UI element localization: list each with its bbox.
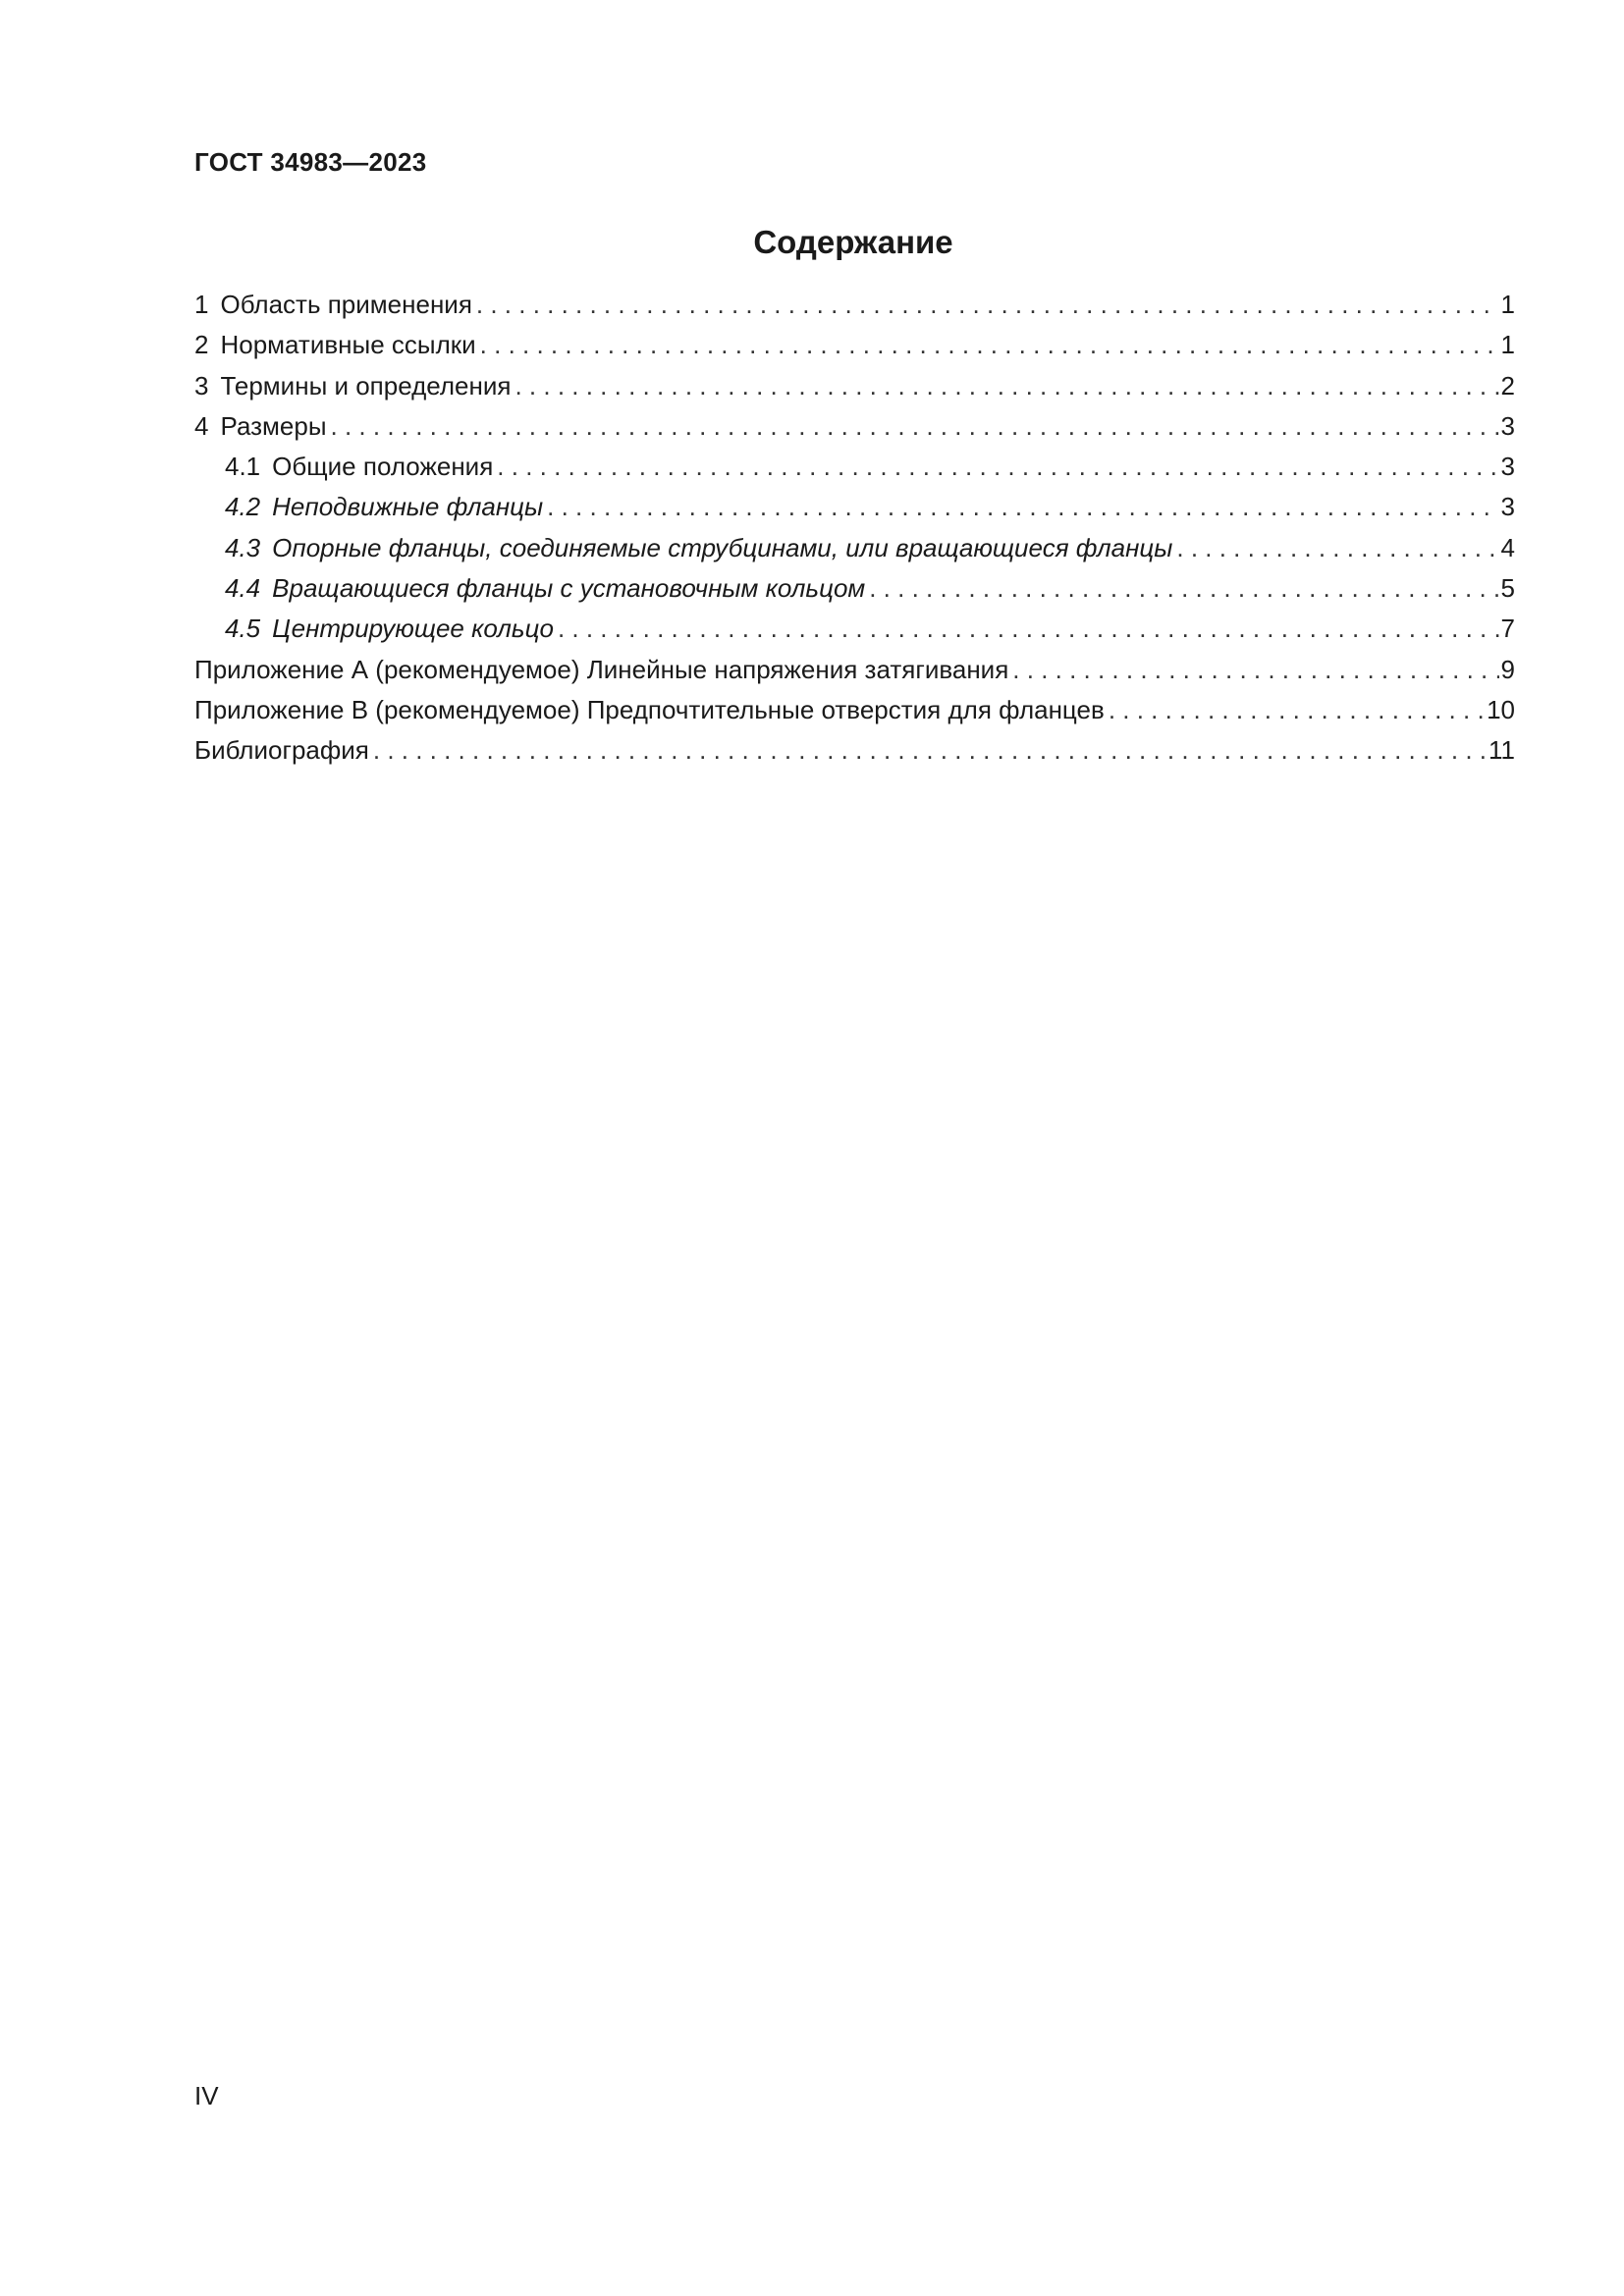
toc-entry-fixed-flanges[interactable] xyxy=(194,487,1515,527)
toc-entry-page: 4 xyxy=(1500,532,1515,562)
toc-entry-number: 4.2 xyxy=(225,492,261,522)
toc-entry-number: 4.4 xyxy=(225,573,261,604)
toc-entry-page: 1 xyxy=(1500,290,1515,319)
toc-entry-label: Опорные фланцы, соединяемые струбцинами, или вращающиеся фланцы xyxy=(272,532,1173,562)
toc-entry-rotating-flanges-ring[interactable] xyxy=(194,568,1515,609)
toc-entry-label: Неподвижные фланцы xyxy=(272,492,544,522)
toc-entry-dimensions[interactable] xyxy=(194,406,1515,447)
toc-dot-leader xyxy=(373,730,1487,771)
toc-entry-page: 11 xyxy=(1489,735,1515,766)
toc-entry-page: 3 xyxy=(1500,452,1515,482)
toc-entry-label: Приложение А (рекомендуемое) Линейные напряжения затягивания xyxy=(194,654,1009,684)
toc-entry-clamped-flanges[interactable] xyxy=(194,528,1515,568)
toc-entry-number: 3 xyxy=(194,370,209,400)
toc-entry-number: 2 xyxy=(194,330,209,360)
page-number: IV xyxy=(194,2081,219,2110)
toc-entry-bibliography[interactable] xyxy=(194,730,1515,771)
toc-entry-terms[interactable] xyxy=(194,366,1515,406)
toc-entry-scope[interactable] xyxy=(194,285,1515,325)
toc-entry-page: 10 xyxy=(1487,694,1515,724)
toc-dot-leader xyxy=(558,609,1499,649)
toc-entry-page: 3 xyxy=(1500,410,1515,441)
toc-dot-leader xyxy=(869,568,1498,609)
table-of-contents xyxy=(194,285,1515,772)
toc-entry-appendix-a[interactable] xyxy=(194,650,1515,690)
toc-entry-page: 2 xyxy=(1500,370,1515,400)
toc-entry-number: 4.5 xyxy=(225,614,261,644)
toc-entry-general-provisions[interactable] xyxy=(194,447,1515,487)
toc-entry-number: 4.1 xyxy=(225,452,261,482)
toc-entry-label: Размеры xyxy=(220,410,327,441)
toc-entry-number: 4.3 xyxy=(225,532,261,562)
toc-entry-label: Центрирующее кольцо xyxy=(272,614,554,644)
toc-entry-page: 5 xyxy=(1500,573,1515,604)
toc-entry-label: Общие положения xyxy=(272,452,494,482)
toc-entry-appendix-b[interactable] xyxy=(194,690,1515,730)
toc-entry-label: Приложение В (рекомендуемое) Предпочтительные отверстия для фланцев xyxy=(194,694,1105,724)
toc-entry-page: 3 xyxy=(1500,492,1515,522)
toc-dot-leader xyxy=(480,325,1499,365)
toc-entry-label: Библиография xyxy=(194,735,369,766)
toc-dot-leader xyxy=(514,366,1498,406)
toc-title: Содержание xyxy=(753,224,953,260)
toc-dot-leader xyxy=(1176,528,1498,568)
toc-entry-page: 9 xyxy=(1500,654,1515,684)
toc-entry-normative-references[interactable] xyxy=(194,325,1515,365)
toc-dot-leader xyxy=(1012,650,1498,690)
toc-entry-number: 1 xyxy=(194,290,209,319)
toc-dot-leader xyxy=(476,285,1499,325)
toc-dot-leader xyxy=(497,447,1498,487)
toc-entry-page: 7 xyxy=(1500,614,1515,644)
toc-entry-label: Нормативные ссылки xyxy=(220,330,476,360)
toc-entry-label: Область применения xyxy=(220,290,472,319)
toc-entry-centering-ring[interactable] xyxy=(194,609,1515,649)
toc-entry-label: Вращающиеся фланцы с установочным кольцом xyxy=(272,573,866,604)
toc-entry-label: Термины и определения xyxy=(220,370,512,400)
toc-entry-page: 1 xyxy=(1500,330,1515,360)
toc-entry-number: 4 xyxy=(194,410,209,441)
toc-dot-leader xyxy=(331,406,1499,447)
document-code-header: ГОСТ 34983—2023 xyxy=(194,147,427,177)
toc-dot-leader xyxy=(547,487,1498,527)
toc-dot-leader xyxy=(1109,690,1485,730)
